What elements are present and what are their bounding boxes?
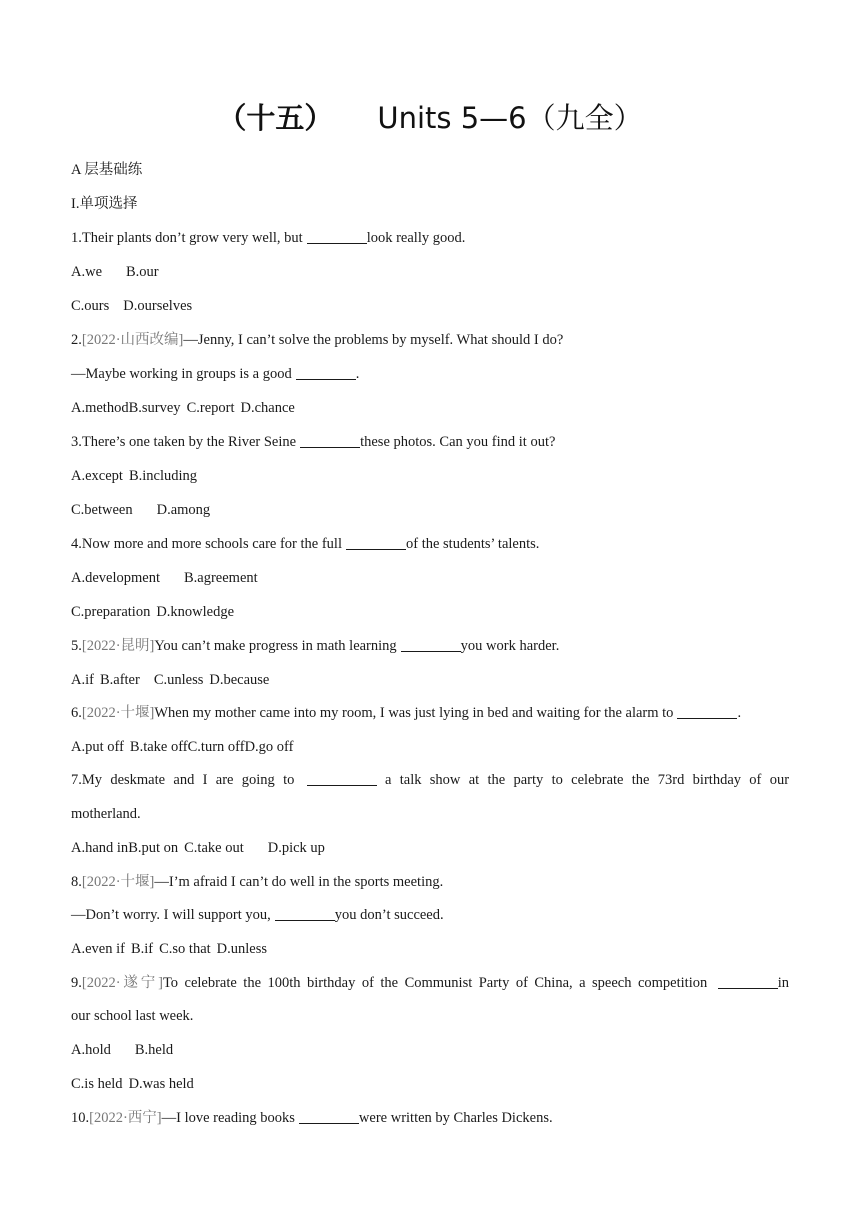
title-part2: Units 5—6（九全） — [377, 101, 643, 135]
option-b: B.after — [99, 672, 140, 688]
option-d: D.chance — [240, 400, 295, 416]
question-4-options-row1 — [71, 568, 258, 588]
question-10: 10.[2022·西宁]—I love reading books were written by Charles Dickens. — [71, 1110, 553, 1126]
answer-blank — [296, 365, 356, 380]
question-1-options-row1 — [71, 262, 159, 282]
option-b: B.survey — [128, 400, 181, 416]
option-b: B.take off — [129, 739, 188, 755]
question-3-options-row1 — [71, 466, 197, 486]
option-d: D.knowledge — [156, 604, 235, 620]
question-3: 3.There’s one taken by the River Seine these photos. Can you find it out? — [71, 434, 556, 450]
option-c: C.report — [186, 400, 235, 416]
option-c: C.between — [71, 502, 133, 518]
question-7-options — [71, 838, 325, 858]
question-3-options-row2 — [71, 500, 210, 520]
option-b: B.agreement — [184, 570, 258, 586]
option-c: C.turn off — [187, 739, 245, 755]
option-b: B.if — [130, 941, 154, 957]
question-7: 7.My deskmate and I are going to a talk show at the party to celebrate the 73rd birthday of our — [71, 772, 790, 788]
section-heading: A 层基础练 — [71, 162, 143, 178]
option-c: C.unless — [153, 672, 204, 688]
option-b: B.put on — [128, 840, 179, 856]
option-c: C.preparation — [71, 604, 151, 620]
question-6-options — [71, 737, 293, 757]
question-4-options-row2 — [71, 602, 234, 622]
option-a: A.hold — [71, 1042, 111, 1058]
question-5: 5.[2022·昆明]You can’t make progress in math learning you work harder. — [71, 638, 560, 654]
source-tag: [2022·十堰] — [81, 874, 155, 890]
option-d: D.pick up — [267, 840, 325, 856]
answer-blank — [718, 974, 778, 989]
option-c: C.so that — [159, 941, 211, 957]
question-9: 9.[2022·遂宁]To celebrate the 100th birthday of the Communist Party of China, a speech competition in — [71, 975, 789, 991]
option-a: A.hand in — [71, 840, 129, 856]
answer-blank — [677, 704, 737, 719]
answer-blank — [300, 433, 360, 448]
answer-blank — [299, 1109, 359, 1124]
question-1: 1.Their plants don’t grow very well, but look really good. — [71, 230, 466, 246]
question-5-options — [71, 670, 269, 690]
source-tag: [2022·十堰] — [81, 705, 155, 721]
option-c: C.take out — [184, 840, 244, 856]
option-b: B.including — [128, 468, 198, 484]
option-d: D.unless — [216, 941, 268, 957]
source-tag: [2022·昆明] — [81, 638, 155, 654]
question-7-line2: motherland. — [71, 806, 141, 822]
source-tag: [2022·遂宁] — [81, 975, 163, 991]
option-d: D.because — [209, 672, 270, 688]
answer-blank — [307, 771, 377, 786]
question-9-options-row1 — [71, 1040, 173, 1060]
option-b: B.our — [126, 264, 159, 280]
option-c: C.is held — [71, 1076, 123, 1092]
subsection-heading: I.单项选择 — [71, 196, 138, 212]
option-a: A.except — [71, 468, 123, 484]
question-9-line2: our school last week. — [71, 1008, 194, 1024]
question-8: 8.[2022·十堰]—I’m afraid I can’t do well in the sports meeting. — [71, 874, 444, 890]
question-4: 4.Now more and more schools care for the full of the students’ talents. — [71, 536, 540, 552]
answer-blank — [307, 229, 367, 244]
title-part1: （十五） — [217, 101, 334, 135]
option-a: A.development — [71, 570, 160, 586]
question-2-options — [71, 398, 295, 418]
option-d: D.go off — [244, 739, 294, 755]
question-2-line2: —Maybe working in groups is a good . — [71, 366, 360, 382]
answer-blank — [346, 535, 406, 550]
question-1-options-row2 — [71, 296, 192, 316]
option-a: A.we — [71, 264, 103, 280]
option-a: A.method — [71, 400, 129, 416]
question-6: 6.[2022·十堰]When my mother came into my room, I was just lying in bed and waiting for the alarm to . — [71, 705, 742, 721]
option-c: C.ours — [71, 298, 110, 314]
option-a: A.put off — [71, 739, 124, 755]
option-a: A.if — [71, 672, 94, 688]
page-title — [0, 96, 860, 137]
source-tag: [2022·山西改编] — [81, 332, 184, 348]
option-d: D.ourselves — [123, 298, 193, 314]
option-b: B.held — [134, 1042, 174, 1058]
question-8-options — [71, 939, 267, 959]
option-d: D.was held — [128, 1076, 194, 1092]
option-d: D.among — [156, 502, 211, 518]
source-tag: [2022·西宁] — [89, 1110, 162, 1126]
option-a: A.even if — [71, 941, 125, 957]
question-2: 2.[2022·山西改编]—Jenny, I can’t solve the problems by myself. What should I do? — [71, 332, 564, 348]
answer-blank — [401, 637, 461, 652]
question-9-options-row2 — [71, 1074, 194, 1094]
answer-blank — [275, 906, 335, 921]
question-8-line2: —Don’t worry. I will support you, you don’t succeed. — [71, 907, 444, 923]
